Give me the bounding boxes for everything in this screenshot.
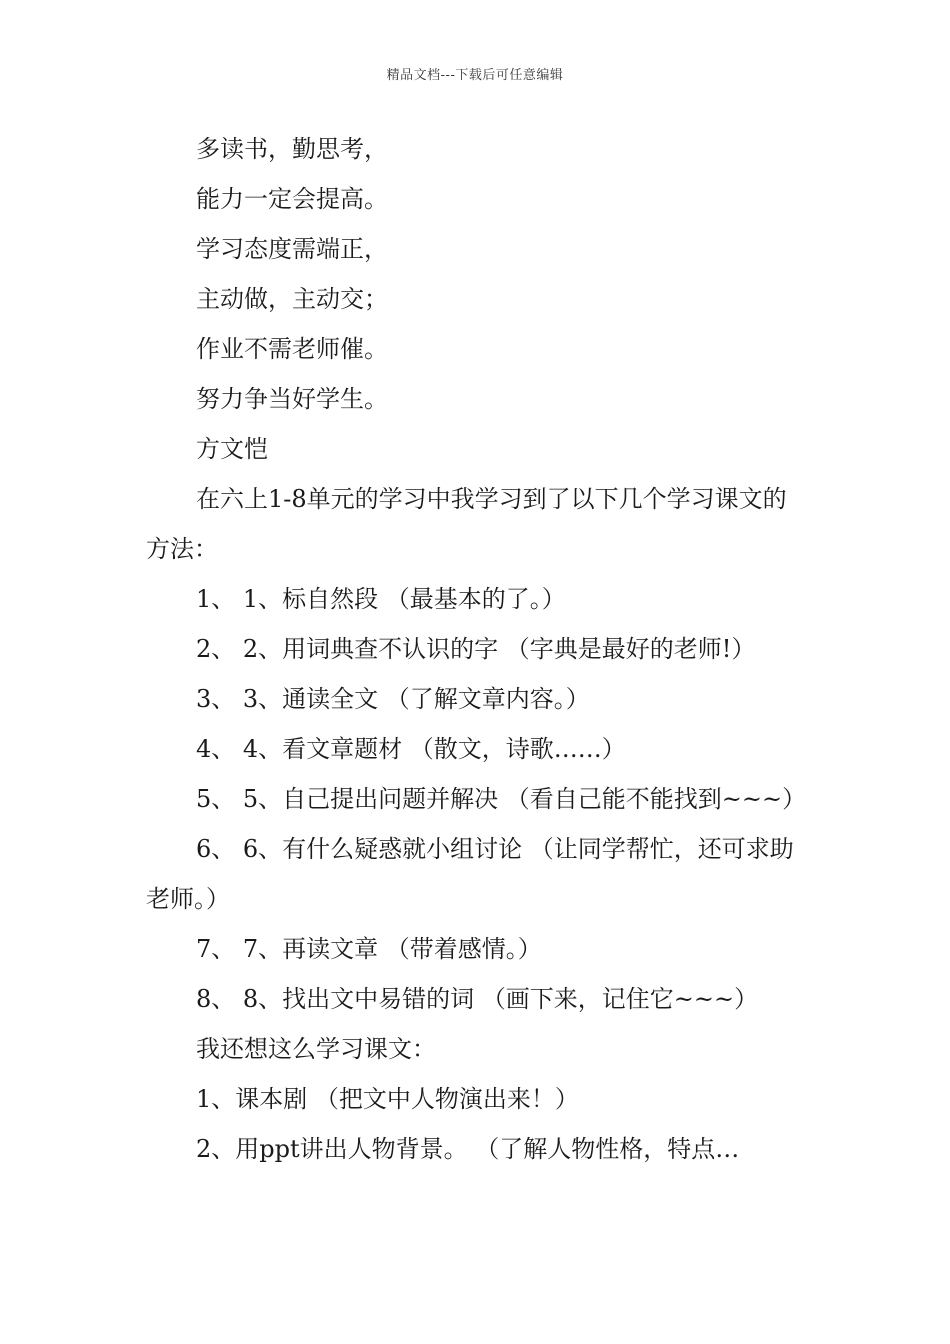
list-item: 1、 1、标自然段 （最基本的了。）: [196, 585, 566, 613]
author-name: 方文恺: [196, 435, 268, 463]
paragraph: 学习态度需端正，: [196, 235, 388, 263]
list-item: 5、 5、自己提出问题并解决 （看自己能不能找到~~~）: [196, 785, 807, 813]
list-item: 1、课本剧 （把文中人物演出来！）: [196, 1085, 579, 1113]
paragraph: 努力争当好学生。: [196, 385, 388, 413]
list-item: 3、 3、通读全文 （了解文章内容。）: [196, 685, 590, 713]
list-item: 7、 7、再读文章 （带着感情。）: [196, 935, 542, 963]
paragraph: 能力一定会提高。: [196, 185, 388, 213]
list-item: 2、用ppt讲出人物背景。 （了解人物性格，特点…: [196, 1135, 740, 1163]
paragraph: 主动做，主动交；: [196, 285, 388, 313]
paragraph: 我还想这么学习课文：: [196, 1035, 436, 1063]
document-body: [146, 124, 810, 1174]
page-header: 精品文档---下载后可任意编辑: [386, 68, 564, 83]
list-item: 8、 8、找出文中易错的词 （画下来，记住它~~~）: [196, 985, 759, 1013]
paragraph: 在六上1-8单元的学习中我学习到了以下几个学习课文的方法：: [146, 485, 787, 563]
list-item: 2、 2、用词典查不认识的字 （字典是最好的老师!）: [196, 635, 756, 663]
paragraph: 多读书，勤思考，: [196, 135, 388, 163]
list-item: 6、 6、有什么疑惑就小组讨论 （让同学帮忙，还可求助老师。）: [146, 835, 794, 913]
paragraph: 作业不需老师催。: [196, 335, 388, 363]
list-item: 4、 4、看文章题材 （散文，诗歌……）: [196, 735, 626, 763]
